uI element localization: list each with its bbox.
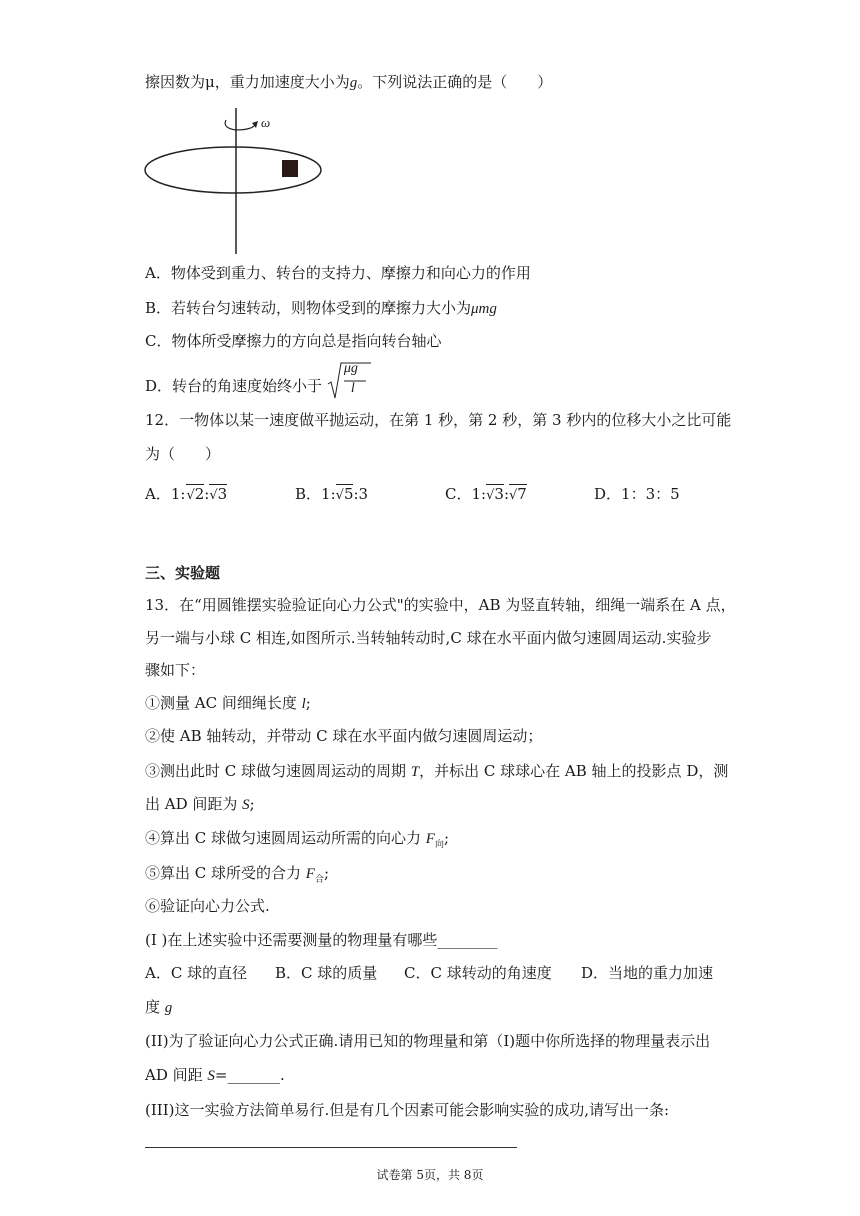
radicand: 5: [343, 485, 354, 503]
q13-line3: 骤如下：: [145, 661, 206, 679]
answer-blank-line[interactable]: [145, 1147, 517, 1148]
q13-line2: 另一端与小球 C 相连,如图所示.当转轴转动时,C 球在水平面内做匀速圆周运动.实验步: [145, 629, 712, 647]
expr-part: 1:: [170, 485, 186, 503]
expr-part: :: [503, 485, 509, 503]
q13-step4: [145, 827, 449, 852]
q11-option-b: [145, 297, 497, 320]
block-on-turntable: [282, 160, 298, 177]
var-s: S: [207, 1068, 215, 1084]
q12-stem-line2: 为（ ）: [145, 445, 221, 463]
q13-part2-line1: (II)为了验证向心力公式正确.请用已知的物理量和第（I)题中你所选择的物理量表示出: [145, 1032, 711, 1050]
q13-part1-option-c: C．C 球转动的角速度: [404, 964, 552, 982]
radicand: 2: [194, 485, 205, 503]
q11-option-d: [145, 361, 371, 406]
q13-step5: [145, 862, 329, 887]
q13-step6: ⑥验证向心力公式.: [145, 897, 270, 915]
q13-part1: (I )在上述实验中还需要测量的物理量有哪些________: [145, 931, 498, 949]
var-l: l: [301, 696, 306, 712]
expr-part: 1:: [471, 485, 487, 503]
step-text: ;: [443, 829, 450, 847]
q13-step3: [145, 760, 728, 783]
expr-part: :: [204, 485, 210, 503]
q13-part1-option-a: A．C 球的直径: [145, 964, 248, 982]
q13-part3: (III)这一实验方法简单易行.但是有几个因素可能会影响实验的成功,请写出一条:: [145, 1101, 670, 1119]
q13-line1: 13．在“用圆锥摆实验验证向心力公式"的实验中，AB 为竖直转轴，细绳一端系在 A 点，: [145, 596, 736, 614]
q12-option-b-label: B．: [295, 485, 322, 503]
var-f: F: [305, 866, 315, 882]
q12-option-c: C．1:√3:√7: [445, 485, 527, 503]
step-text: ④算出 C 球做匀速圆周运动所需的向心力: [145, 829, 426, 847]
q11-stem-tail: [145, 71, 552, 94]
q11-g-symbol: g: [349, 75, 358, 91]
q11-option-d-sqrt: [327, 362, 371, 400]
step-text: ③测出此时 C 球做匀速圆周运动的周期: [145, 762, 411, 780]
step-text: ①测量 AC 间细绳长度: [145, 694, 302, 712]
q13-part2-line2: [145, 1064, 285, 1087]
radicand: 3: [494, 485, 504, 503]
q13-part1-option-b: B．C 球的质量: [275, 964, 378, 982]
part-text: AD 间距: [145, 1066, 208, 1084]
q12-option-b: B．1:√5:3: [295, 485, 369, 503]
q11-option-c: C．物体所受摩擦力的方向总是指向转台轴心: [145, 332, 442, 350]
q12-option-a-label: A．: [145, 485, 171, 503]
q13-step2: ②使 AB 轴转动，并带动 C 球在水平面内做匀速圆周运动；: [145, 727, 543, 745]
radicand: 3: [217, 485, 228, 503]
q13-step1: [145, 692, 311, 715]
subscript: 向: [434, 840, 444, 850]
q11-stem-text-a: 擦因数为μ，重力加速度大小为: [145, 73, 350, 91]
q11-option-d-numerator: μg: [343, 361, 358, 376]
step-text: ，并标出 C 球球心在 AB 轴上的投影点 D，测: [419, 762, 729, 780]
step-text: ⑤算出 C 球所受的合力: [145, 864, 306, 882]
q12-stem-line1: 12．一物体以某一速度做平抛运动，在第 1 秒，第 2 秒，第 3 秒内的位移大小之比可能: [145, 411, 732, 429]
rotation-arrow-icon: [225, 120, 256, 130]
q11-option-d-denominator: l: [350, 381, 355, 396]
page-footer: 试卷第 5页，共 8页: [376, 1168, 484, 1182]
var-f: F: [425, 831, 435, 847]
subscript: 合: [314, 875, 324, 885]
q11-option-d-text: D．转台的角速度始终小于: [145, 377, 323, 395]
part-text: =_______.: [214, 1066, 285, 1084]
step-text: 出 AD 间距为: [145, 795, 243, 813]
q11-option-b-text: B．若转台匀速转动，则物体受到的摩擦力大小为: [145, 299, 472, 317]
step-text: ;: [323, 864, 330, 882]
var-g: g: [164, 1000, 173, 1016]
omega-label: ω: [261, 115, 271, 130]
expr-part: :3: [353, 485, 369, 503]
q11-option-a: A．物体受到重力、转台的支持力、摩擦力和向心力的作用: [145, 264, 531, 282]
q11-stem-text-b: 。下列说法正确的是（ ）: [357, 73, 553, 91]
var-t: T: [410, 764, 420, 780]
turntable-figure: [140, 108, 340, 258]
q13-step3-cont: [145, 793, 255, 816]
q11-option-b-formula: μmg: [471, 301, 497, 317]
q12-option-c-label: C．: [445, 485, 472, 503]
radicand: 7: [517, 485, 527, 503]
expr-part: 1:: [321, 485, 336, 503]
option-text: 度: [145, 998, 165, 1016]
q12-option-d: D．1：3：5: [594, 485, 680, 503]
step-text: ;: [249, 795, 255, 813]
section-title: 三、实验题: [145, 564, 221, 582]
step-text: ;: [305, 694, 311, 712]
var-s: S: [242, 797, 250, 813]
q13-part1-option-d: D．当地的重力加速: [581, 964, 714, 982]
q12-option-a: A．1:√2:√3: [145, 485, 228, 503]
q13-part1-option-d-cont: [145, 996, 172, 1019]
